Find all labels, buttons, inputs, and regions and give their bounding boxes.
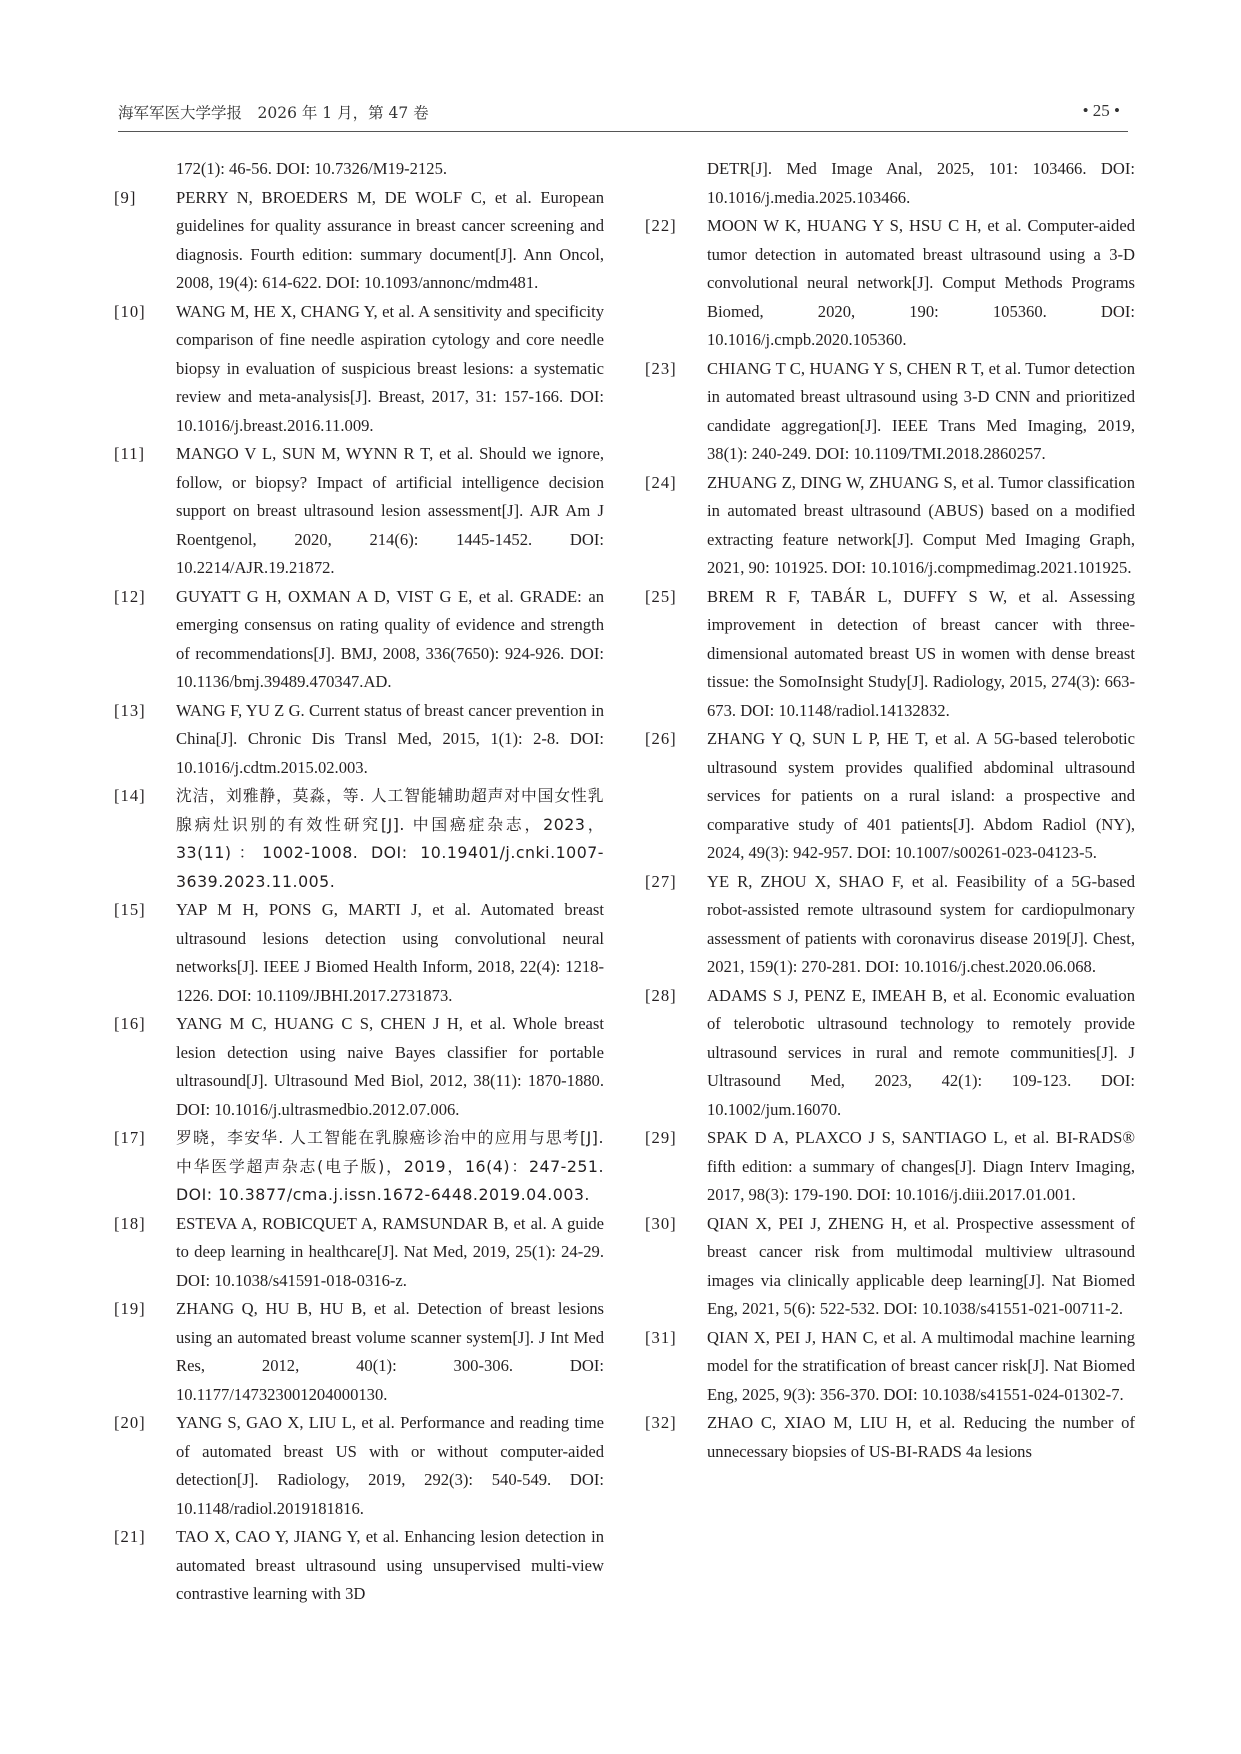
- journal-info: 海军军医大学学报 2026 年 1 月，第 47 卷: [118, 104, 429, 122]
- reference-item: [114, 1409, 604, 1523]
- reference-text: MOON W K, HUANG Y S, HSU C H, et al. Computer-aided tumor detection in automated breast ultrasound using a 3-D convolutional neural network[J]. Comput Methods Programs Biomed, 2020, 190: 105360. DOI: 10.1016/j.cmpb.2020.105360.: [707, 216, 1135, 349]
- reference-item: [114, 697, 604, 783]
- reference-item: [114, 440, 604, 583]
- reference-text: YANG S, GAO X, LIU L, et al. Performance and reading time of automated breast US with or without computer-aided detection[J]. Radiology, 2019, 292(3): 540-549. DOI: 10.1148/radiol.2019181816.: [176, 1413, 604, 1518]
- running-header: [118, 101, 1128, 127]
- reference-number: [22]: [645, 216, 677, 235]
- reference-text: WANG F, YU Z G. Current status of breast cancer prevention in China[J]. Chronic Dis Transl Med, 2015, 1(1): 2-8. DOI: 10.1016/j.cdtm.2015.02.003.: [176, 700, 604, 777]
- reference-number: [26]: [645, 729, 677, 748]
- reference-number: [20]: [114, 1413, 146, 1432]
- reference-item: [114, 1210, 604, 1296]
- reference-text: SPAK D A, PLAXCO J S, SANTIAGO L, et al. BI-RADS® fifth edition: a summary of changes[J]. Diagn Interv Imaging, 2017, 98(3): 179-190. DOI: 10.1016/j.diii.2017.01.001.: [707, 1128, 1135, 1204]
- reference-number: [21]: [114, 1527, 146, 1546]
- header-rule: [118, 131, 1128, 132]
- reference-number: [28]: [645, 985, 677, 1005]
- reference-text: ZHANG Q, HU B, HU B, et al. Detection of breast lesions using an automated breast volume scanner system[J]. J Int Med Res, 2012, 40(1): 300-306. DOI: 10.1177/147323001204000130.: [176, 1299, 604, 1404]
- reference-text: ZHUANG Z, DING W, ZHUANG S, et al. Tumor classification in automated breast ultrasound (ABUS) based on a modified extracting feature network[J]. Comput Med Imaging Graph, 2021, 90: 101925. DOI: 10.1016/j.compmedimag.2021.101925.: [707, 472, 1135, 577]
- reference-text: QIAN X, PEI J, ZHENG H, et al. Prospective assessment of breast cancer risk from multimodal multiview ultrasound images via clinically applicable deep learning[J]. Nat Biomed Eng, 2021, 5(6): 522-532. DOI: 10.1038/s41551-021-00711-2.: [707, 1213, 1135, 1318]
- reference-item: [645, 1324, 1135, 1410]
- reference-text: WANG M, HE X, CHANG Y, et al. A sensitivity and specificity comparison of fine needle aspiration cytology and core needle biopsy in evaluation of suspicious breast lesions: a systematic review and meta-analysis[J]. Breast, 2017, 31: 157-166. DOI: 10.1016/j.breast.2016.11.009.: [176, 301, 604, 435]
- reference-text: CHIANG T C, HUANG Y S, CHEN R T, et al. Tumor detection in automated breast ultrasound using 3-D CNN and prioritized candidate aggregation[J]. IEEE Trans Med Imaging, 2019, 38(1): 240-249. DOI: 10.1109/TMI.2018.2860257.: [707, 358, 1135, 463]
- reference-item: [114, 782, 604, 896]
- reference-item: [645, 1210, 1135, 1324]
- reference-number: [30]: [645, 1213, 677, 1233]
- references-left-column: [114, 155, 604, 1609]
- reference-item: [114, 896, 604, 1010]
- reference-text: ZHAO C, XIAO M, LIU H, et al. Reducing the number of unnecessary biopsies of US-BI-RADS 4a lesions: [707, 1413, 1135, 1461]
- reference-number: [10]: [114, 301, 146, 321]
- reference-number: [31]: [645, 1327, 677, 1347]
- reference-item: [114, 1010, 604, 1124]
- reference-text: TAO X, CAO Y, JIANG Y, et al. Enhancing lesion detection in automated breast ultrasound using unsupervised multi-view contrastive learning with 3D: [176, 1527, 604, 1603]
- reference-text: YANG M C, HUANG C S, CHEN J H, et al. Whole breast lesion detection using naive Bayes classifier for portable ultrasound[J]. Ultrasound Med Biol, 2012, 38(11): 1870-1880. DOI: 10.1016/j.ultrasmedbio.2012.07.006.: [176, 1014, 604, 1119]
- reference-item: [114, 298, 604, 441]
- reference-number: [16]: [114, 1014, 146, 1033]
- reference-text: DETR[J]. Med Image Anal, 2025, 101: 103466. DOI: 10.1016/j.media.2025.103466.: [707, 159, 1135, 207]
- reference-text: 罗晓，李安华. 人工智能在乳腺癌诊治中的应用与思考[J]. 中华医学超声杂志(电子版)，2019，16(4)：247-251. DOI: 10.3877/cma.j.issn.1672-6448.2019.04.003.: [176, 1128, 604, 1204]
- reference-item: [114, 1295, 604, 1409]
- reference-number: [11]: [114, 444, 146, 463]
- reference-item: [645, 469, 1135, 583]
- reference-item: [645, 155, 1135, 212]
- reference-item: [114, 583, 604, 697]
- reference-text: ESTEVA A, ROBICQUET A, RAMSUNDAR B, et al. A guide to deep learning in healthcare[J]. Nat Med, 2019, 25(1): 24-29. DOI: 10.1038/s41591-018-0316-z.: [176, 1213, 604, 1290]
- reference-number: [27]: [645, 871, 677, 891]
- reference-number: [19]: [114, 1299, 146, 1318]
- reference-text: MANGO V L, SUN M, WYNN R T, et al. Should we ignore, follow, or biopsy? Impact of artificial intelligence decision support on breast ultrasound lesion assessment[J]. AJR Am J Roentgenol, 2020, 214(6): 1445-1452. DOI: 10.2214/AJR.19.21872.: [176, 444, 604, 577]
- reference-number: [9]: [114, 187, 137, 207]
- reference-item: [645, 1409, 1135, 1466]
- reference-text: ADAMS S J, PENZ E, IMEAH B, et al. Economic evaluation of telerobotic ultrasound technology to remotely provide ultrasound services in rural and remote communities[J]. J Ultrasound Med, 2023, 42(1): 109-123. DOI: 10.1002/jum.16070.: [707, 985, 1135, 1119]
- reference-text: GUYATT G H, OXMAN A D, VIST G E, et al. GRADE: an emerging consensus on rating quality of evidence and strength of recommendations[J]. BMJ, 2008, 336(7650): 924-926. DOI: 10.1136/bmj.39489.470347.AD.: [176, 586, 604, 691]
- reference-text: PERRY N, BROEDERS M, DE WOLF C, et al. European guidelines for quality assurance in breast cancer screening and diagnosis. Fourth edition: summary document[J]. Ann Oncol, 2008, 19(4): 614-622. DOI: 10.1093/annonc/mdm481.: [176, 187, 604, 292]
- reference-number: [29]: [645, 1128, 677, 1147]
- reference-item: [114, 1124, 604, 1210]
- reference-item: [645, 1124, 1135, 1210]
- reference-item: [645, 982, 1135, 1125]
- reference-number: [25]: [645, 586, 677, 606]
- reference-number: [14]: [114, 786, 146, 805]
- reference-item: [645, 355, 1135, 469]
- reference-number: [15]: [114, 900, 146, 919]
- reference-number: [12]: [114, 586, 146, 606]
- reference-item: [645, 868, 1135, 982]
- references-right-column: [645, 155, 1135, 1466]
- reference-text: QIAN X, PEI J, HAN C, et al. A multimodal machine learning model for the stratification of breast cancer risk[J]. Nat Biomed Eng, 2025, 9(3): 356-370. DOI: 10.1038/s41551-024-01302-7.: [707, 1327, 1135, 1404]
- reference-item: [114, 155, 604, 184]
- reference-text: ZHANG Y Q, SUN L P, HE T, et al. A 5G-based telerobotic ultrasound system provides qualified abdominal ultrasound services for patients on a rural island: a prospective and comparative study of 401 patients[J]. Abdom Radiol (NY), 2024, 49(3): 942-957. DOI: 10.1007/s00261-023-04123-5.: [707, 729, 1135, 862]
- reference-item: [645, 212, 1135, 355]
- reference-text: YE R, ZHOU X, SHAO F, et al. Feasibility of a 5G-based robot-assisted remote ultrasound system for cardiopulmonary assessment of patients with coronavirus disease 2019[J]. Chest, 2021, 159(1): 270-281. DOI: 10.1016/j.chest.2020.06.068.: [707, 871, 1135, 976]
- reference-text: 沈洁，刘雅静，莫淼，等. 人工智能辅助超声对中国女性乳腺病灶识别的有效性研究[J]. 中国癌症杂志，2023，33(11)：1002-1008. DOI: 10.19401/j.cnki.1007-3639.2023.11.005.: [176, 786, 604, 891]
- reference-number: [18]: [114, 1213, 146, 1233]
- page-number: • 25 •: [1082, 101, 1120, 120]
- reference-item: [114, 184, 604, 298]
- reference-number: [32]: [645, 1413, 677, 1432]
- reference-item: [114, 1523, 604, 1609]
- reference-number: [17]: [114, 1128, 146, 1147]
- reference-number: [24]: [645, 472, 677, 492]
- reference-item: [645, 583, 1135, 726]
- reference-number: [23]: [645, 358, 677, 378]
- reference-text: 172(1): 46-56. DOI: 10.7326/M19-2125.: [176, 159, 448, 178]
- reference-text: BREM R F, TABÁR L, DUFFY S W, et al. Assessing improvement in detection of breast cancer with three-dimensional automated breast US in women with dense breast tissue: the SomoInsight Study[J]. Radiology, 2015, 274(3): 663-673. DOI: 10.1148/radiol.14132832.: [707, 586, 1135, 720]
- reference-number: [13]: [114, 700, 146, 720]
- reference-text: YAP M H, PONS G, MARTI J, et al. Automated breast ultrasound lesions detection using convolutional neural networks[J]. IEEE J Biomed Health Inform, 2018, 22(4): 1218-1226. DOI: 10.1109/JBHI.2017.2731873.: [176, 900, 604, 1005]
- reference-item: [645, 725, 1135, 868]
